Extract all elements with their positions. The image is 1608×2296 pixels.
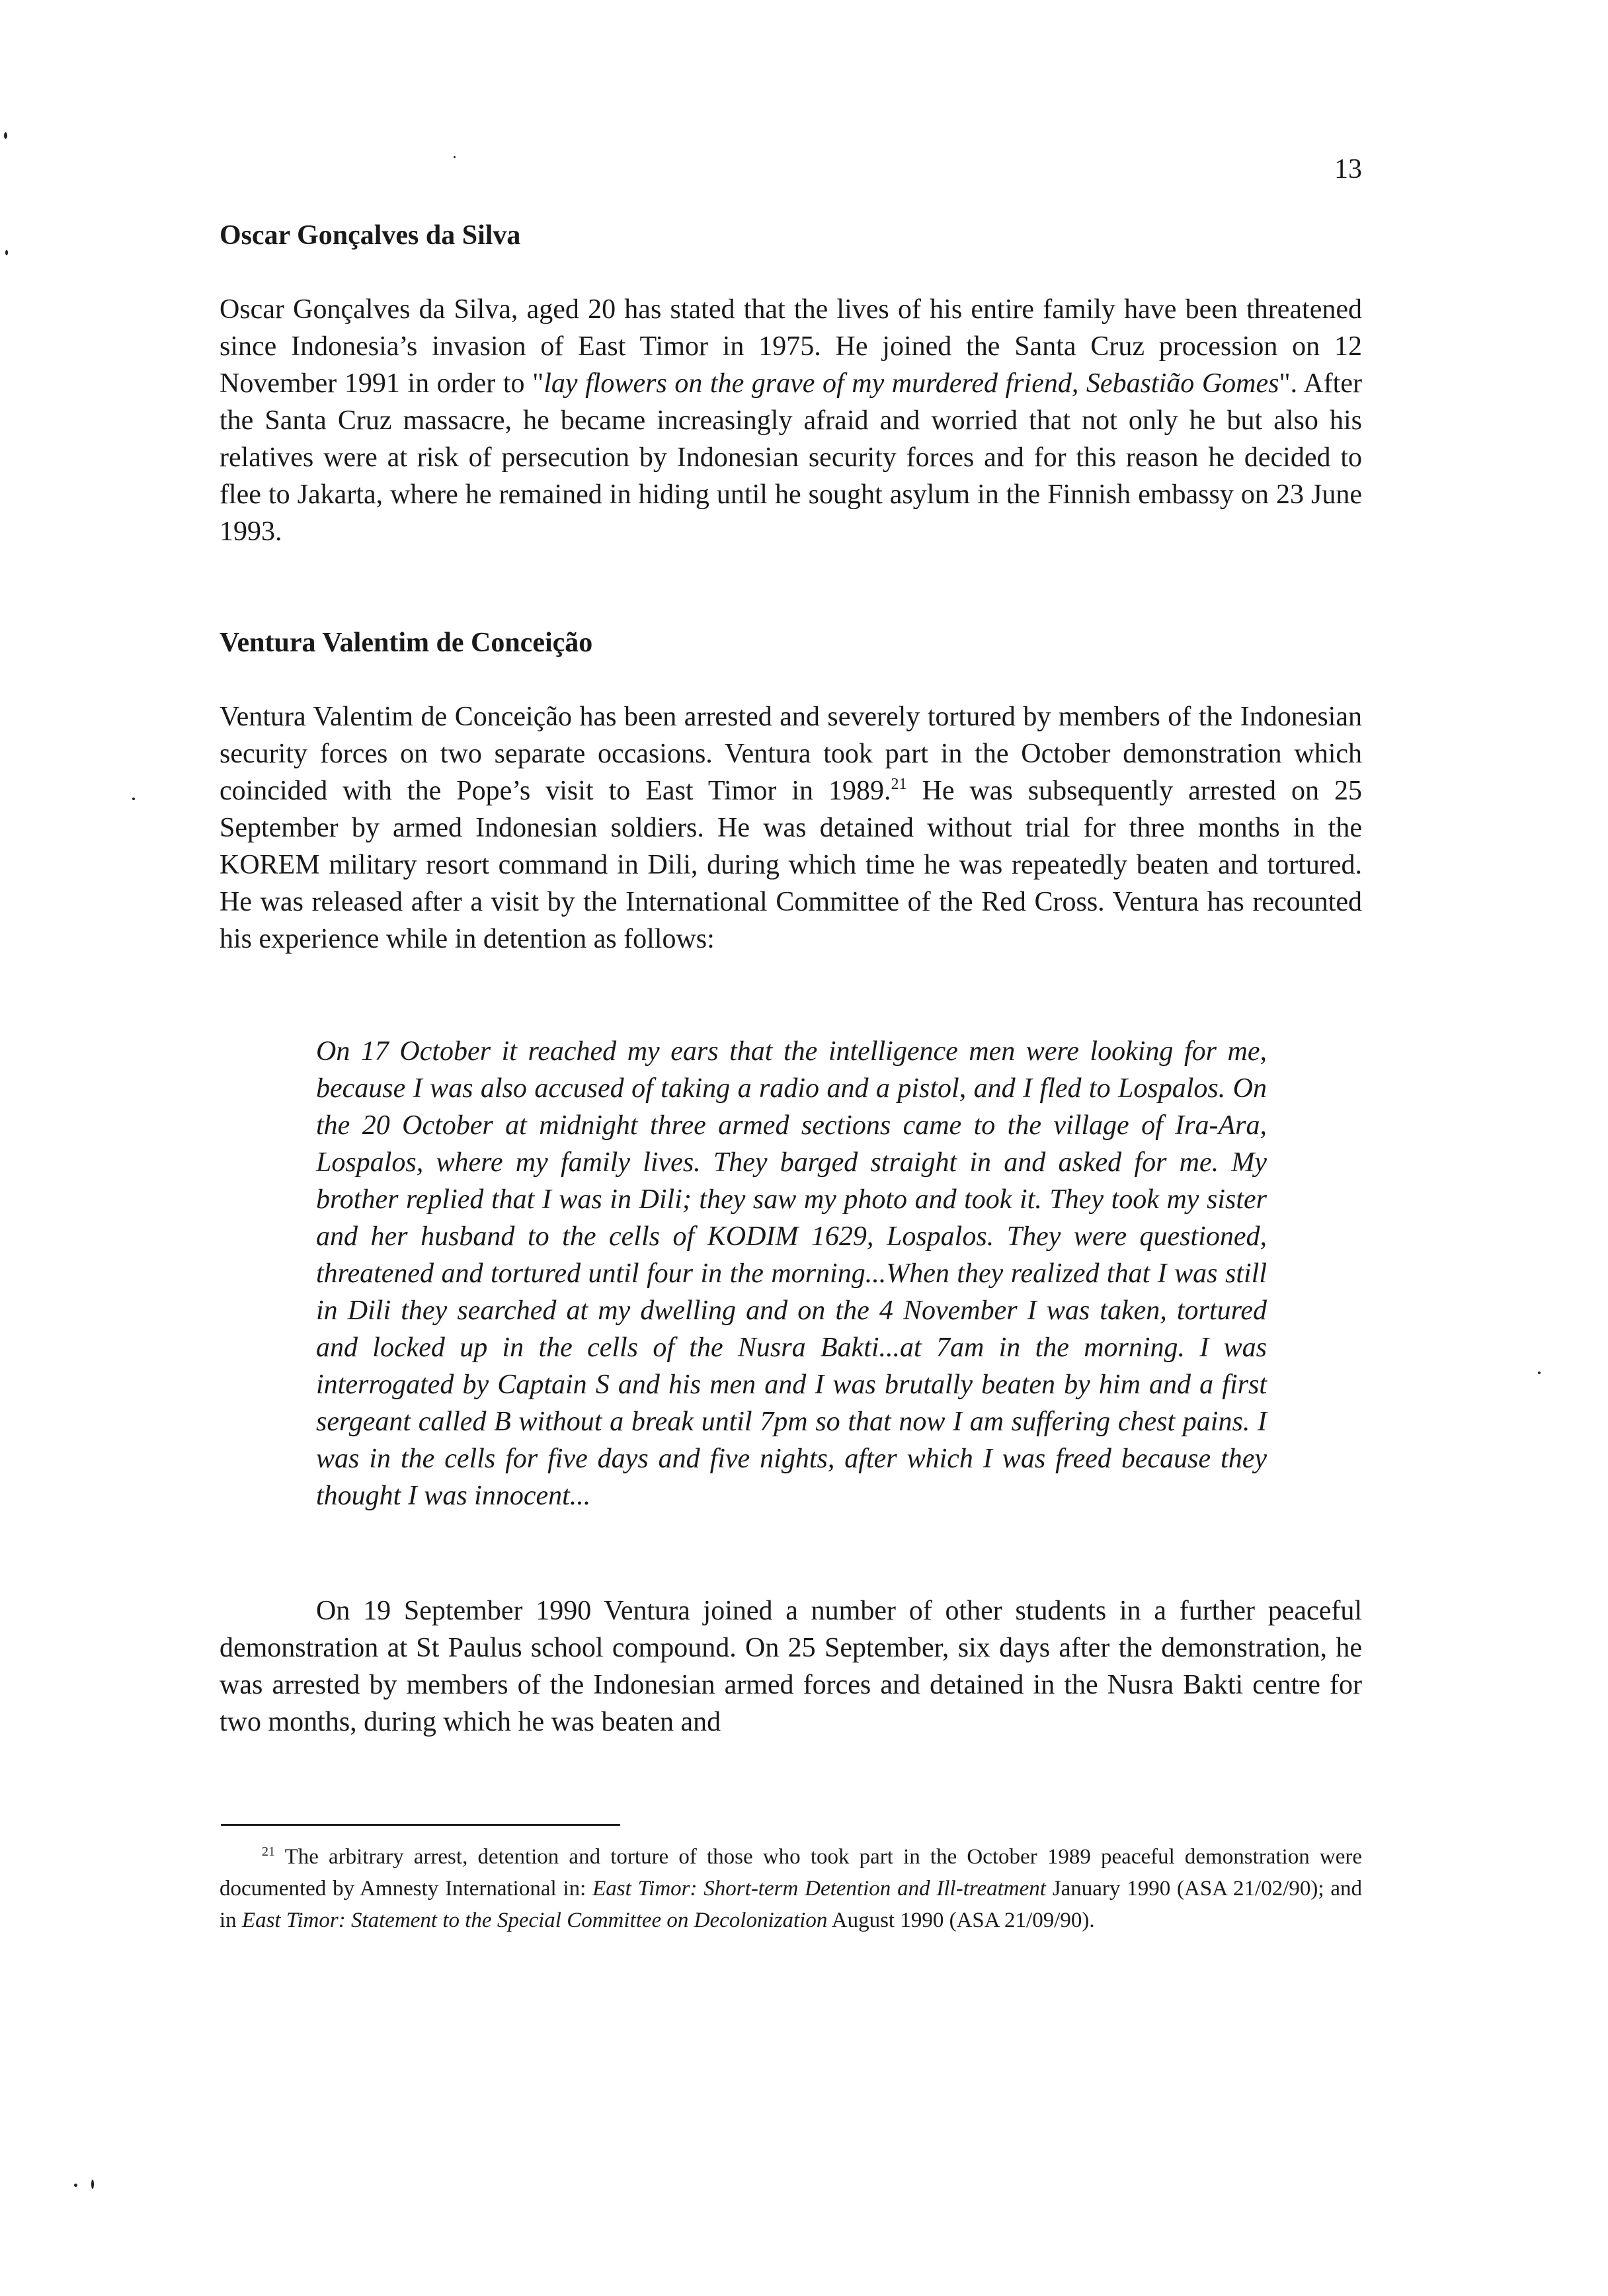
section-body-ventura-2: On 19 September 1990 Ventura joined a number of other students in a further peaceful demonstration at St Paulus school compound. On 25 September, six days after the demonstration, he was arrested by members of the Indonesian armed forces and detained in the Nusra Bakti centre for two months, during which he was beaten and	[220, 1596, 1362, 1737]
footnote-title-2: East Timor: Statement to the Special Committee on Decolonization	[241, 1908, 828, 1932]
scan-speck	[74, 2184, 77, 2187]
block-quote-ventura: On 17 October it reached my ears that the intelligence men were looking for me, because I was also accused of taking a radio and a pistol, and I fled to Lospalos. On the 20 October at midnight three armed sections came to the village of Ira-Ara, Lospalos, where my family lives. They barged straight in and asked for me. My brother replied that I was in Dili; they saw my photo and took it. They took my sister and her husband to the cells of KODIM 1629, Lospalos. They were questioned, threatened and tortured until four in the morning...When they realized that I was still in Dili they searched at my dwelling and on the 4 November I was taken, tortured and locked up in the cells of the Nusra Bakti...at 7am in the morning. I was interrogated by Captain S and his men and I was brutally beaten by him and a first sergeant called B without a break until 7pm so that now I am suffering chest pains. I was in the cells for five days and five nights, after which I was freed because they thought I was innocent...	[316, 1036, 1267, 1511]
footnote-text-2: January 1990 (ASA 21/02/90); and in	[220, 1877, 1362, 1932]
ventura-text-after-ref: He was subsequently arrested on 25 September by armed Indonesian soldiers. He was detained without trial for three months in the KOREM military resort command in Dili, during which time he was repeatedly beaten and tortured. He was released after a visit by the International Committee of the Red Cross. Ventura has recounted his experience while in detention as follows:	[220, 776, 1363, 954]
scan-speck	[4, 132, 7, 139]
footnote-divider	[221, 1824, 620, 1826]
section-heading-ventura: Ventura Valentim de Conceição	[220, 628, 593, 658]
scan-speck	[454, 156, 456, 158]
page-number: 13	[1334, 154, 1362, 184]
section-body-ventura-1	[220, 698, 1362, 958]
scan-speck	[132, 798, 135, 800]
footnote-21	[220, 1841, 1362, 1936]
footnote-text-1: The arbitrary arrest, detention and torture of those who took part in the October 1989 peaceful demonstration were documented by Amnesty International in:	[220, 1845, 1362, 1901]
footnote-number: 21	[262, 1844, 275, 1859]
scan-speck	[5, 250, 8, 255]
oscar-text-before: Oscar Gonçalves da Silva, aged 20 has stated that the lives of his entire family have been threatened since Indonesia’s invasion of East Timor in 1975. He joined the Santa Cruz procession on 12 November 1991 in order to "	[220, 294, 1362, 399]
footnote-text-3: August 1990 (ASA 21/09/90).	[827, 1908, 1095, 1932]
section-heading-oscar: Oscar Gonçalves da Silva	[220, 220, 521, 251]
oscar-text-after: ". After the Santa Cruz massacre, he became increasingly afraid and worried that not only he but also his relatives were at risk of persecution by Indonesian security forces and for this reason he decided to flee to Jakarta, where he remained in hiding until he sought asylum in the Finnish embassy on 23 June 1993.	[220, 368, 1362, 547]
oscar-quoted-words: lay flowers on the grave of my murdered friend, Sebastião Gomes	[543, 368, 1279, 399]
footnote-title-1: East Timor: Short-term Detention and Ill-treatment	[592, 1877, 1046, 1901]
ventura-text-before-ref: Ventura Valentim de Conceição has been arrested and severely tortured by members of the Indonesian security forces on two separate occasions. Ventura took part in the October demonstration which coincided with the Pope’s visit to East Timor in 1989.	[220, 702, 1362, 806]
scan-speck	[91, 2180, 94, 2189]
scan-speck	[1538, 1372, 1541, 1374]
section-body-oscar	[220, 291, 1362, 550]
footnote-reference: 21	[891, 776, 907, 793]
